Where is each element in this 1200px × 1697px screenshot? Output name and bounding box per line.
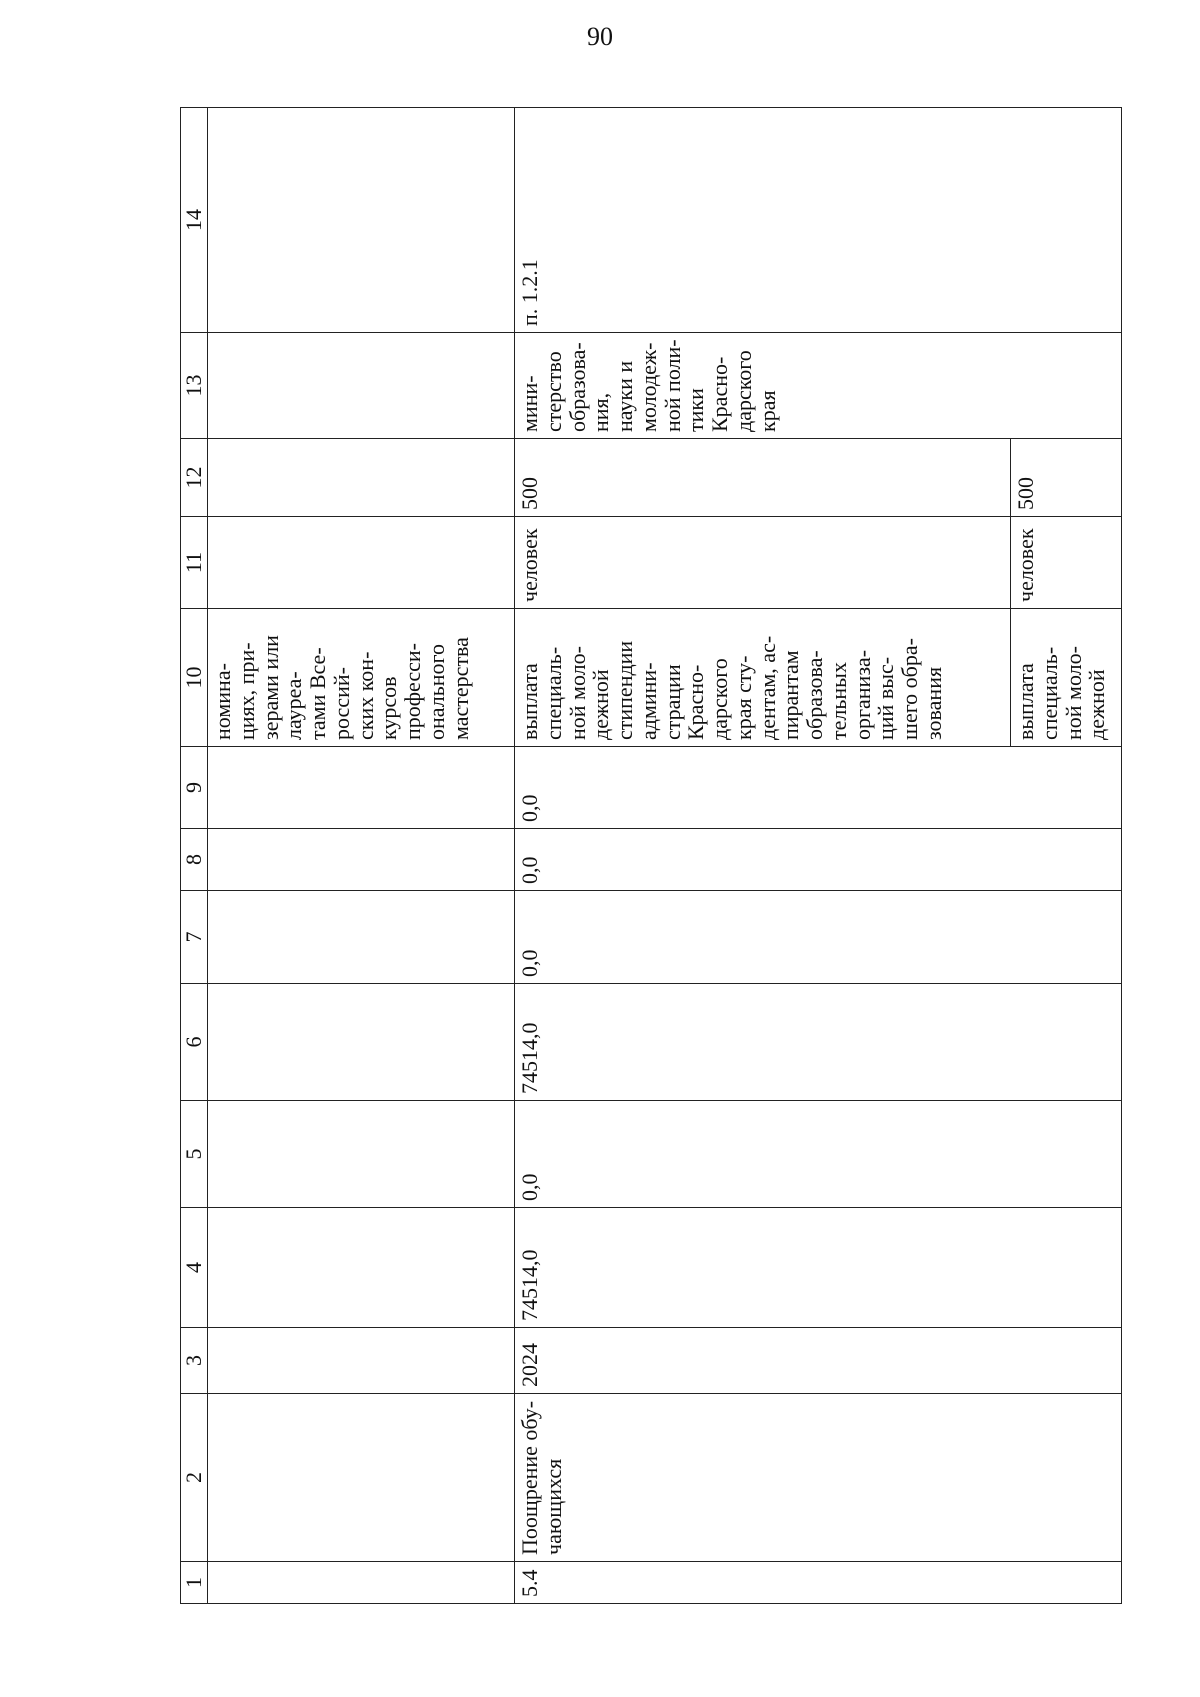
indicator-cell xyxy=(515,609,1122,747)
unit-text: человек xyxy=(517,528,542,602)
header-cell: 11 xyxy=(181,517,208,609)
header-cell: 7 xyxy=(181,891,208,984)
header-cell: 1 xyxy=(181,1562,208,1604)
header-cell: 6 xyxy=(181,984,208,1101)
row-number-cell: 5.4 xyxy=(515,1562,1122,1604)
header-cell: 14 xyxy=(181,108,208,333)
header-cell: 9 xyxy=(181,747,208,829)
header-cell: 4 xyxy=(181,1208,208,1328)
indicator-text: выплата специаль- ной моло- дежной xyxy=(1010,609,1115,746)
value-cell xyxy=(515,439,1122,517)
amount-cell: 74514,0 xyxy=(515,1208,1122,1328)
value-text: 500 xyxy=(1010,439,1115,516)
unit-text: человек xyxy=(1010,517,1115,608)
header-cell: 13 xyxy=(181,333,208,439)
program-table xyxy=(180,107,1122,1604)
value-text: 500 xyxy=(517,477,542,510)
indicator-text: выплата специаль- ной моло- дежной стипендии админи- страции Красно- дарского края сту- дентам, ас- пирантам образова- тельных организа- ций выс- шего обра- зования xyxy=(517,635,946,740)
header-cell: 5 xyxy=(181,1101,208,1208)
table-row xyxy=(208,108,515,1604)
amount-cell: 0,0 xyxy=(515,747,1122,829)
header-cell: 8 xyxy=(181,829,208,891)
header-cell: 10 xyxy=(181,609,208,747)
rotated-table-sheet xyxy=(180,108,1140,1604)
header-cell: 3 xyxy=(181,1328,208,1394)
header-cell: 2 xyxy=(181,1394,208,1562)
header-cell: 12 xyxy=(181,439,208,517)
event-name-cell: Поощрение обу- чающихся xyxy=(515,1394,1122,1562)
column-number-row xyxy=(181,108,208,1604)
amount-cell: 0,0 xyxy=(515,829,1122,891)
unit-cell xyxy=(515,517,1122,609)
amount-cell: 74514,0 xyxy=(515,984,1122,1101)
responsible-cell: мини- стерство образова- ния, науки и молодеж- ной поли- тики Красно- дарского края xyxy=(515,333,1122,439)
indicator-cell: номина- циях, при- зерами или лауреа- тами Все- россий- ских кон- курсов професси- онального мастерства xyxy=(208,609,515,747)
table-row xyxy=(515,108,1122,1604)
year-cell: 2024 xyxy=(515,1328,1122,1394)
amount-cell: 0,0 xyxy=(515,1101,1122,1208)
amount-cell: 0,0 xyxy=(515,891,1122,984)
reference-cell: п. 1.2.1 xyxy=(515,108,1122,333)
page-number: 90 xyxy=(587,22,613,51)
